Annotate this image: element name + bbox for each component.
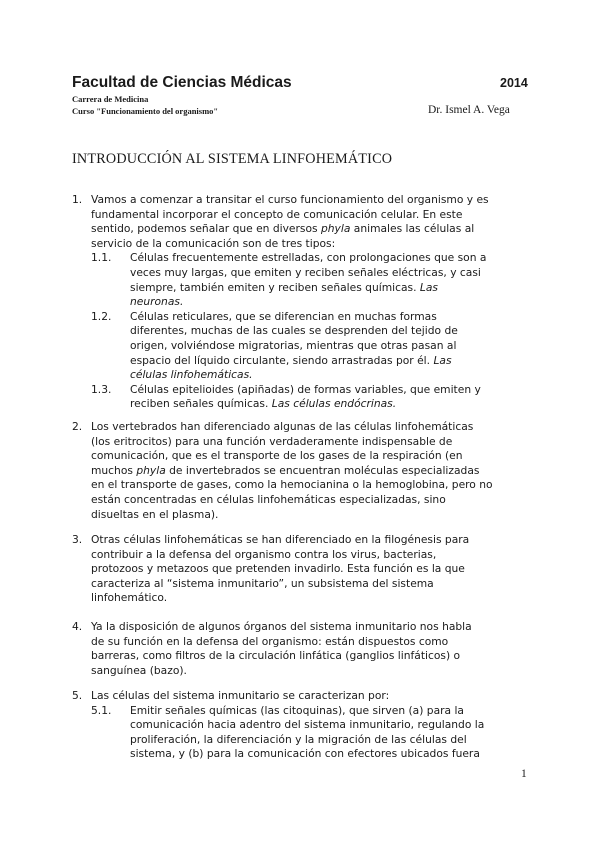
document-year: 2014	[500, 76, 528, 90]
paragraph-line: servicio de la comunicación son de tres tipos:	[91, 236, 336, 250]
paragraph-line: Las células del sistema inmunitario se caracterizan por:	[91, 689, 390, 702]
author-name: Dr. Ismel A. Vega	[428, 104, 510, 116]
subitem-line: Células epitelioides (apiñadas) de formas variables, que emiten y	[130, 382, 481, 396]
subitem-line	[130, 354, 452, 367]
paragraph-line: están concentradas en células linfohemáticas especializadas, sino	[91, 493, 446, 506]
text-run: de invertebrados se encuentran moléculas especializadas	[165, 463, 480, 477]
text-run: reciben señales químicas.	[130, 397, 272, 411]
institution-name: Facultad de Ciencias Médicas	[72, 74, 292, 91]
subitem-line	[130, 281, 438, 294]
paragraph-line: protozoos y metazoos que pretenden invadirlo. Esta función es la que	[91, 562, 465, 576]
paragraph-line: caracteriza al “sistema inmunitario”, un subsistema del sistema	[91, 576, 434, 590]
subitem-line: origen, volviéndose migratorias, mientras que otras pasan al	[130, 339, 457, 352]
course-name: Curso "Funcionamiento del organismo"	[72, 106, 219, 116]
subitem-line: proliferación, la diferenciación y la migración de las células del	[130, 732, 467, 746]
paragraph-line: Ya la disposición de algunos órganos del sistema inmunitario nos habla	[91, 620, 472, 633]
career-name: Carrera de Medicina	[72, 94, 149, 104]
subitem-line: veces muy largas, que emiten y reciben señales eléctricas, y casi	[130, 266, 481, 279]
italic-term: células linfohemáticas.	[130, 368, 253, 382]
italic-term: phyla	[320, 222, 351, 236]
item-number: 1.	[72, 193, 83, 206]
item-number: 3.	[72, 533, 83, 546]
paragraph-line: Los vertebrados han diferenciado algunas de las células linfohemáticas	[91, 420, 474, 433]
item-number: 2.	[72, 420, 83, 433]
subitem-line: Emitir señales químicas (las citoquinas), que sirven (a) para la	[130, 703, 464, 717]
text-run: sentido, podemos señalar que en diversos	[91, 222, 321, 236]
paragraph-line: en el transporte de gases, como la hemocianina o la hemoglobina, pero no	[91, 478, 493, 492]
paragraph-line: sanguínea (bazo).	[91, 663, 187, 677]
subitem-line: comunicación hacia adentro del sistema inmunitario, regulando la	[130, 718, 485, 732]
subitem-line: Células frecuentemente estrelladas, con prolongaciones que son a	[130, 251, 487, 265]
text-run: siempre, también emiten y reciben señales químicas.	[130, 280, 420, 294]
italic-term: Las	[433, 353, 452, 367]
italic-term: phyla	[136, 463, 166, 477]
text-run: muchos	[91, 463, 137, 477]
document-title: INTRODUCCIÓN AL SISTEMA LINFOHEMÁTICO	[72, 151, 393, 167]
italic-term: Las células endócrinas.	[271, 397, 397, 411]
paragraph-line: Vamos a comenzar a transitar el curso funcionamiento del organismo y es	[91, 193, 489, 206]
paragraph-line: barreras, como filtros de la circulación linfática (ganglios linfáticos) o	[91, 649, 461, 663]
subitem-number: 1.3.	[91, 382, 112, 396]
paragraph-line	[91, 222, 474, 235]
subitem-number: 5.1.	[91, 703, 112, 717]
subitem-line	[130, 368, 253, 381]
subitem-line	[130, 295, 183, 308]
subitem-line: sistema, y (b) para la comunicación con efectores ubicados fuera	[130, 747, 480, 761]
paragraph-line: de su función en la defensa del organismo: están dispuestos como	[91, 634, 449, 648]
paragraph-line: Otras células linfohemáticas se han diferenciado en la filogénesis para	[91, 533, 470, 546]
item-number: 5.	[72, 689, 83, 702]
paragraph-line: fundamental incorporar el concepto de comunicación celular. En este	[91, 207, 463, 221]
paragraph-line: (los eritrocitos) para una función verdaderamente indispensable de	[91, 434, 453, 448]
paragraph-line: comunicación, que es el transporte de los gases de la respiración (en	[91, 449, 463, 463]
item-number: 4.	[72, 620, 83, 633]
subitem-line	[130, 397, 396, 410]
subitem-line: Células reticulares, que se diferencian en muchas formas	[130, 309, 437, 323]
paragraph-line: disueltas en el plasma).	[91, 507, 219, 521]
subitem-number: 1.2.	[91, 309, 112, 323]
text-run: espacio del líquido circulante, siendo arrastradas por él.	[130, 353, 434, 367]
page-number: 1	[521, 768, 527, 780]
paragraph-line: contribuir a la defensa del organismo contra los virus, bacterias,	[91, 547, 437, 561]
text-run: animales las células al	[350, 222, 475, 236]
subitem-line: diferentes, muchas de las cuales se desprenden del tejido de	[130, 324, 458, 338]
italic-term: neuronas.	[130, 295, 184, 309]
paragraph-line	[91, 464, 479, 477]
italic-term: Las	[419, 280, 438, 294]
paragraph-line: linfohemático.	[91, 591, 168, 605]
subitem-number: 1.1.	[91, 251, 112, 265]
